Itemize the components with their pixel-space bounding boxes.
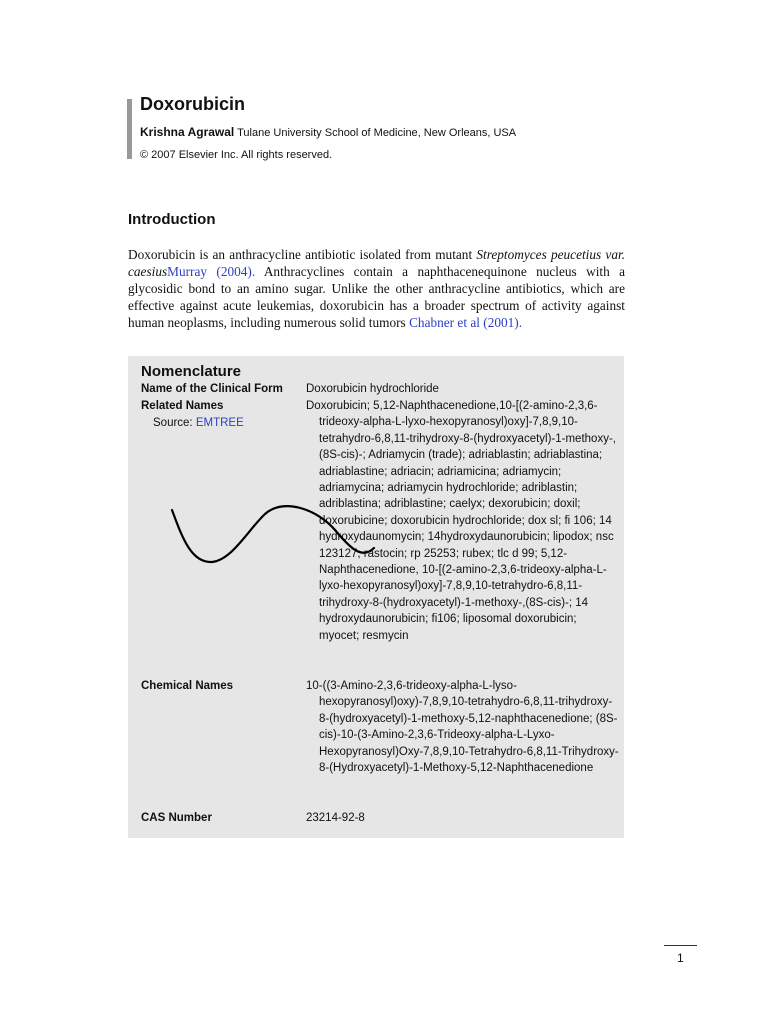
- introduction-heading: Introduction: [128, 211, 216, 228]
- organism-name: Streptomyces peucetius var. caesius: [128, 247, 625, 279]
- cas-number-label: CAS Number: [141, 812, 212, 824]
- intro-text-start: Doxorubicin is an anthracycline antibiotic isolated from mutant: [128, 247, 477, 262]
- footer-rule: [664, 945, 697, 946]
- nomenclature-heading: Nomenclature: [141, 363, 242, 380]
- chemical-names-label: Chemical Names: [141, 680, 234, 692]
- source-link-emtree[interactable]: EMTREE: [195, 417, 244, 429]
- clinical-form-label: Name of the Clinical Form: [141, 383, 283, 395]
- page-title: Doxorubicin: [140, 94, 246, 114]
- page-number: 1: [677, 951, 684, 965]
- clinical-form-value: Doxorubicin hydrochloride: [306, 383, 439, 395]
- copyright-notice: © 2007 Elsevier Inc. All rights reserved.: [140, 149, 333, 161]
- intro-text-body: Anthracyclines contain a naphthacenequinone nucleus with a glycosidic bond to an amino sugar. Unlike the other anthracycline antibiotics, which are effective against acute leukemias, doxorubicin has a broader spectrum of activity against human neoplasms, including numerous solid tumors: [128, 264, 625, 330]
- related-names-value: Doxorubicin; 5,12-Naphthacenedione,10-[(2-amino-2,3,6-trideoxy-alpha-L-lyxo-hexopyranosyl)oxy]-7,8,9,10-tetrahydro-6,8,11-trihydroxy-8-(hydroxyacetyl)-1-methoxy-,(8S-cis)-; Adriamycin (trade); adriablastin; adriablastina; adriablastine; adriacin; adriamicina; adriamycin; adriamycina; adriamycin hydrochloride; adriblastin; adriblastina; adriblastine; caelyx; dexorubicin; doxil; doxorubicine; doxorubicin hydrochloride; dox sl; fi 106; 14 hydroxydaunomycin; 14hydroxydaunorubicin; lipodox; nsc 123127; rastocin; rp 25253; rubex; tlc d 99; 5,12-Naphthacenedione, 10-[(2-amino-2,3,6-trideoxy-alpha-L-lyxo-hexopyranosyl)oxy]-7,8,9,10-tetrahydro-6,8,11-trihydroxy-8-(hydroxyacetyl)-1-methoxy-,(8S-cis)-; 14 hydroxydaunorubicin; fi106; liposomal doxorubicin; myocet; resmycin: [306, 400, 616, 642]
- reference-link-murray[interactable]: Murray (2004).: [167, 264, 256, 279]
- scribble-stroke: [172, 506, 374, 562]
- author-affiliation: Tulane University School of Medicine, New Orleans, USA: [237, 127, 517, 139]
- related-names-label: Related Names: [141, 400, 224, 412]
- author-name: Krishna Agrawal: [140, 125, 235, 139]
- cas-number-value: 23214-92-8: [306, 812, 365, 824]
- reference-link-chabner[interactable]: Chabner et al (2001).: [409, 315, 523, 330]
- chemical-names-value: 10-((3-Amino-2,3,6-trideoxy-alpha-L-lyso-hexopyranosyl)oxy)-7,8,9,10-tetrahydro-6,8,11-trihydroxy-8-(hydroxyacetyl)-1-methoxy-5,12-naphthacenedione; (8S-cis)-10-(3-Amino-2,3,6-Trideoxy-alpha-L-Lyxo-Hexopyranosyl)Oxy-7,8,9,10-Tetrahydro-6,8,11-Trihydroxy-8-(Hydroxyacetyl)-1-Methoxy-5,12-Naphthacenedione: [306, 680, 619, 775]
- source-label: Source:: [153, 417, 196, 429]
